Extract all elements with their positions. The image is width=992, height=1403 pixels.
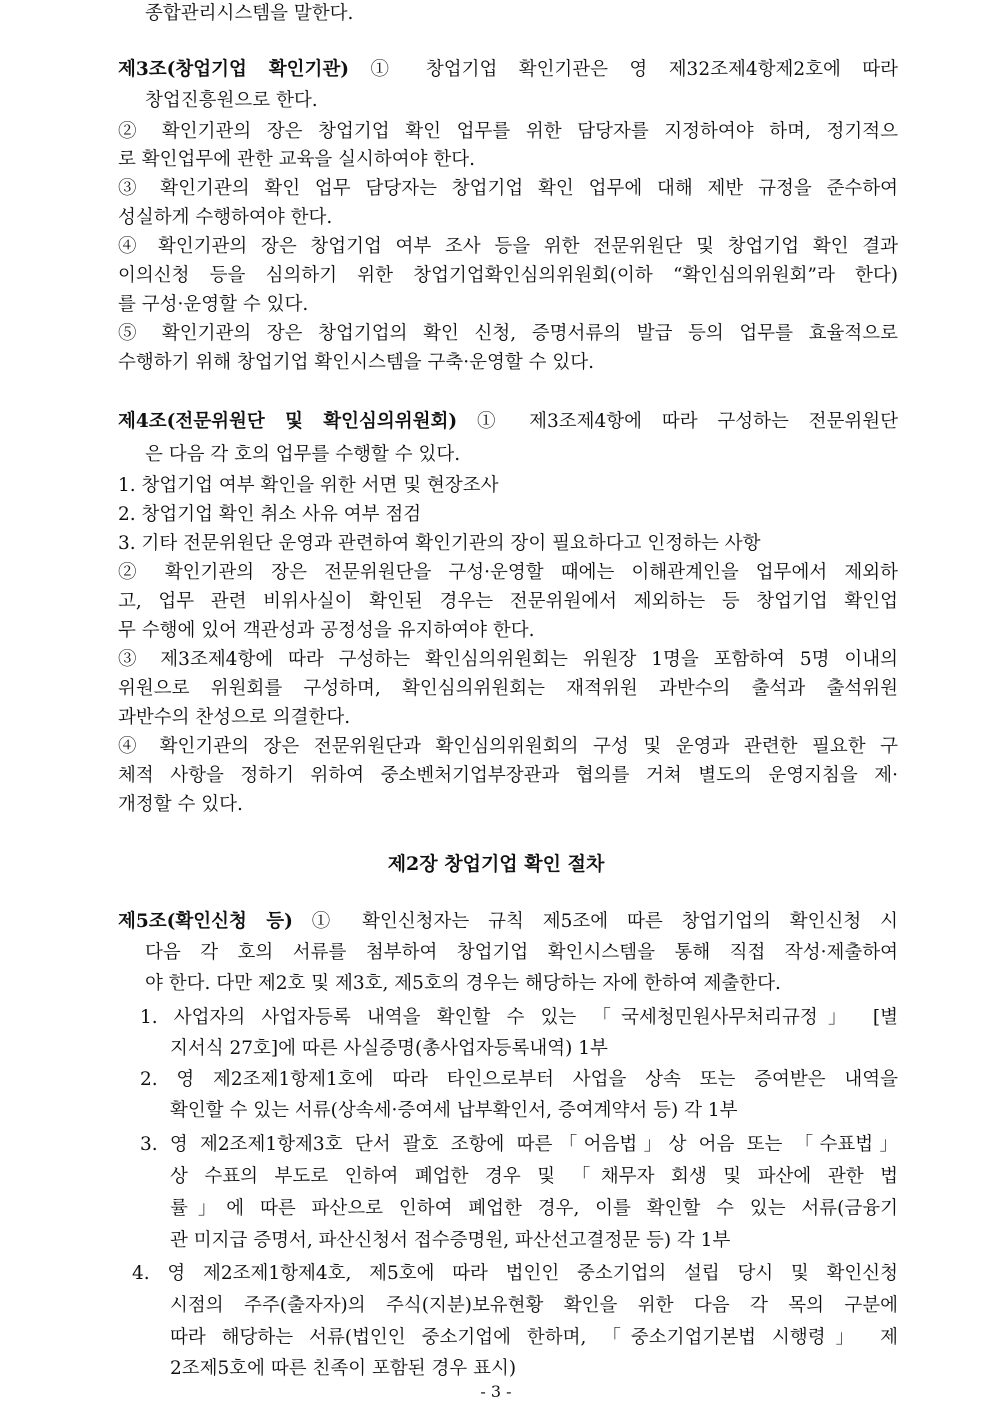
text-line: 2조제5호에 따른 친족이 포함된 경우 표시) <box>170 1358 517 1379</box>
text-line: 야 한다. 다만 제2호 및 제3호, 제5호의 경우는 해당하는 자에 한하여 제출한다. <box>145 973 781 994</box>
page-number: - 3 - <box>480 1382 512 1401</box>
text-line: 지서식 27호]에 따른 사실증명(총사업자등록내역) 1부 <box>170 1038 608 1059</box>
text-line: ② 확인기관의 장은 창업기업 확인 업무를 위한 담당자를 지정하여야 하며, 정기적으 <box>118 121 898 142</box>
list-item: 3. 기타 전문위원단 운영과 관련하여 확인기관의 장이 필요하다고 인정하는 사항 <box>118 533 761 554</box>
text-line: 를 구성·운영할 수 있다. <box>118 294 309 315</box>
text-line: 시점의 주주(출자자)의 주식(지분)보유현황 확인을 위한 다음 각 목의 구분에 <box>170 1295 898 1316</box>
text-line: 창업진흥원으로 한다. <box>145 90 318 111</box>
text-line: 은 다음 각 호의 업무를 수행할 수 있다. <box>145 444 461 465</box>
article-5-heading: 제5조(확인신청 등) <box>118 911 293 932</box>
text-line: ④ 확인기관의 장은 전문위원단과 확인심의위원회의 구성 및 운영과 관련한 필요한 구 <box>118 736 898 757</box>
list-item: 4. 영 제2조제1항제4호, 제5호에 따라 법인인 중소기업의 설립 당시 및 확인신청 <box>132 1263 898 1284</box>
text-line: 상 수표의 부도로 인하여 폐업한 경우 및 「채무자 회생 및 파산에 관한 법 <box>170 1166 898 1187</box>
article-4-line-1: 제4조(전문위원단 및 확인심의위원회) ① 제3조제4항에 따라 구성하는 전문위원단 <box>118 411 898 432</box>
text-line: 종합관리시스템을 말한다. <box>145 3 354 24</box>
text-line: 고, 업무 관련 비위사실이 확인된 경우는 전문위원에서 제외하는 등 창업기업 확인업 <box>118 591 898 612</box>
text-line: 개정할 수 있다. <box>118 794 243 815</box>
text-line: 수행하기 위해 창업기업 확인시스템을 구축·운영할 수 있다. <box>118 352 594 373</box>
text-line: ④ 확인기관의 장은 창업기업 여부 조사 등을 위한 전문위원단 및 창업기업 확인 결과 <box>118 236 898 257</box>
text-line: 확인할 수 있는 서류(상속세·증여세 납부확인서, 증여계약서 등) 각 1부 <box>170 1100 738 1121</box>
list-item: 1. 사업자의 사업자등록 내역을 확인할 수 있는 「국세청민원사무처리규정」 [별 <box>140 1007 898 1028</box>
list-item: 1. 창업기업 여부 확인을 위한 서면 및 현장조사 <box>118 475 499 496</box>
text-line: 이의신청 등을 심의하기 위한 창업기업확인심의위원회(이하 “확인심의위원회”라 한다) <box>118 265 898 286</box>
text-line: 로 확인업무에 관한 교육을 실시하여야 한다. <box>118 149 475 170</box>
text-line: 관 미지급 증명서, 파산신청서 접수증명원, 파산선고결정문 등) 각 1부 <box>170 1230 731 1251</box>
list-item: 3. 영 제2조제1항제3호 단서 괄호 조항에 따른「어음법」상 어음 또는 「수표법」 <box>140 1134 898 1155</box>
text-line: 무 수행에 있어 객관성과 공정성을 유지하여야 한다. <box>118 620 535 641</box>
text-line: 체적 사항을 정하기 위하여 중소벤처기업부장관과 협의를 거쳐 별도의 운영지침을 제· <box>118 765 898 786</box>
article-4-heading: 제4조(전문위원단 및 확인심의위원회) <box>118 411 458 432</box>
text-line: 위원으로 위원회를 구성하며, 확인심의위원회는 재적위원 과반수의 출석과 출석위원 <box>118 678 898 699</box>
list-item: 2. 창업기업 확인 취소 사유 여부 점검 <box>118 504 422 525</box>
text-line: ③ 확인기관의 확인 업무 담당자는 창업기업 확인 업무에 대해 제반 규정을 준수하여 <box>118 178 898 199</box>
text-line: ② 확인기관의 장은 전문위원단을 구성·운영할 때에는 이해관계인을 업무에서 제외하 <box>118 562 898 583</box>
list-item: 2. 영 제2조제1항제1호에 따라 타인으로부터 사업을 상속 또는 증여받은 내역을 <box>140 1069 898 1090</box>
chapter-heading: 제2장 창업기업 확인 절차 <box>387 853 605 875</box>
text-line: ⑤ 확인기관의 장은 창업기업의 확인 신청, 증명서류의 발급 등의 업무를 효율적으로 <box>118 323 898 344</box>
text-line: 률」에 따른 파산으로 인하여 폐업한 경우, 이를 확인할 수 있는 서류(금융기 <box>170 1198 898 1219</box>
article-3-line-1: 제3조(창업기업 확인기관) ① 창업기업 확인기관은 영 제32조제4항제2호에 따라 <box>118 59 898 80</box>
text-line: 따라 해당하는 서류(법인인 중소기업에 한하며, 「중소기업기본법 시행령」 제 <box>170 1327 898 1348</box>
text-line: 과반수의 찬성으로 의결한다. <box>118 707 351 728</box>
text-line: ③ 제3조제4항에 따라 구성하는 확인심의위원회는 위원장 1명을 포함하여 5명 이내의 <box>118 649 898 670</box>
article-3-heading: 제3조(창업기업 확인기관) <box>118 59 350 80</box>
text-line: 다음 각 호의 서류를 첨부하여 창업기업 확인시스템을 통해 직접 작성·제출하여 <box>145 942 898 963</box>
text-line: 성실하게 수행하여야 한다. <box>118 207 333 228</box>
article-5-line-1: 제5조(확인신청 등) ① 확인신청자는 규칙 제5조에 따른 창업기업의 확인신청 시 <box>118 911 898 932</box>
